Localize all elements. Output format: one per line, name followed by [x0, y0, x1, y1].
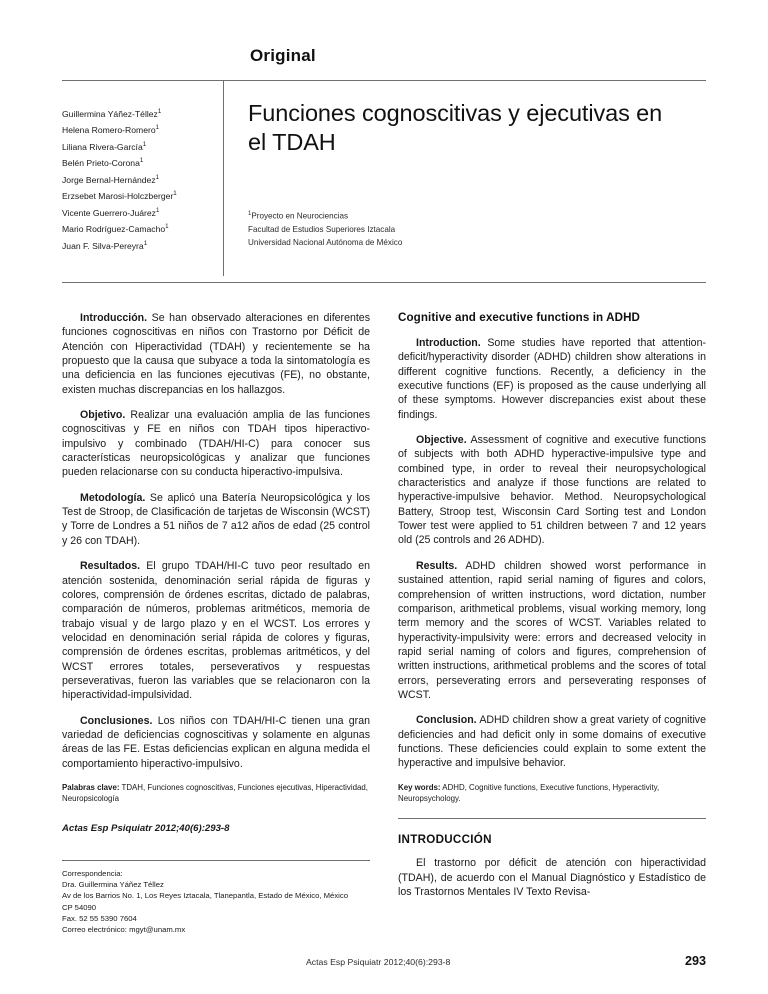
paragraph-text: ADHD children showed worst performance in sustained attention, rapid serial naming of figures and colors, comprehension of written instructions, word dictation, number comparison, arithmetical problems, visual working memory, long term memory and the scores of WCST. Variables related to hyperactivity-impulsivity were: errors and decreased velocity in rapid serial naming of colors and figures, comprehension of written instructions, arithmetical problems and the scores of total errors, perseverating errors and perseverating responses of WCST.: [398, 559, 706, 701]
correspondence-email: Correo electrónico: mgyt@unam.mx: [62, 925, 186, 935]
author-affil-marker: 1: [157, 108, 162, 115]
header-bottom-rule: [62, 282, 706, 283]
paragraph-label: Resultados.: [80, 560, 141, 573]
abstract-paragraph: [398, 713, 706, 770]
paragraph-text: El grupo TDAH/HI-C tuvo peor resultado en atención sostenida, denominación serial rápida de figuras y colores, comprensión de órdenes escritas, dictado de palabras, comparación de números, problemas aritméticos, memoria de trabajo visual y de largo plazo y en el WCST. Los errores y velocidad en denominación serial rápida de colores y figuras, comprensión de órdenes escritas, problemas aritméticos, y del WCST errores totales, perseverativos y respuestas perseverativas, fueron las variables que se relacionaron con la hiperactividad-impulsividad.: [62, 560, 370, 702]
paragraph-label: Metodología.: [80, 491, 146, 504]
author-affil-marker: 1: [143, 239, 148, 247]
paragraph-label: Objective.: [416, 434, 467, 447]
keywords-text: ADHD, Cognitive functions, Executive functions, Hyperactivity, Neuropsychology.: [398, 782, 660, 804]
author-name: Jorge Bernal-Hernández: [62, 174, 156, 185]
correspondence-block: [62, 868, 370, 936]
author-name: Vicente Guerrero-Juárez: [62, 207, 156, 218]
paragraph-text: Se aplicó una Batería Neuropsicológica y los Test de Stroop, de Clasificación de tarjetas de Wisconsin (WCST) y Torre de Londres a 51 niños de 7 a12 años de edad (25 control y 26 con TDAH).: [62, 491, 370, 547]
abstract-paragraph: [62, 408, 370, 480]
abstract-paragraph: [398, 559, 706, 702]
author-item: [62, 220, 213, 236]
affiliation-line: [248, 236, 706, 249]
author-affil-marker: 1: [139, 157, 144, 165]
affiliation-block: [248, 208, 706, 249]
paragraph-label: Introducción.: [80, 312, 148, 324]
keywords-en: [398, 782, 706, 805]
abstract-paragraph: [62, 311, 370, 397]
author-item: [62, 105, 213, 121]
paragraph-text: Assessment of cognitive and executive functions of subjects with both ADHD hyperactive-impulsive type and combined type, in order to reveal their neuropsychological characteristics and analyze if those functions are related to hyperactive-impulsive behavior. Method. Neuropsychological Battery, Stroop test, Wisconsin Card Sorting test and London Tower test were applied to 51 children between 7 and 12 years old (25 controls and 26 ADHD).: [398, 434, 706, 547]
author-affil-marker: 1: [165, 223, 169, 231]
title-column: [223, 81, 706, 276]
page-footer: [62, 954, 706, 968]
english-abstract-column: [398, 311, 706, 936]
paragraph-text: ADHD children show a great variety of cognitive deficiencies and had deficit only in some domains of executive functions. These deficiencies could explain to some extent the hyperactive and impulsive behavior.: [398, 714, 706, 770]
author-affil-marker: 1: [173, 190, 177, 198]
page-number: 293: [684, 954, 706, 968]
english-title: Cognitive and executive functions in ADHD: [398, 311, 641, 324]
author-name: Guillermina Yáñez-Téllez: [62, 108, 158, 119]
author-name: Juan F. Silva-Pereyra: [62, 240, 144, 251]
author-item: [62, 154, 213, 170]
affiliation-marker: 1: [248, 211, 252, 217]
author-item: [62, 204, 213, 220]
abstract-paragraph: [398, 336, 706, 422]
correspondence-line: Dra. Guillermina Yáñez Téllez: [62, 880, 164, 890]
introduction-heading: INTRODUCCIÓN: [398, 833, 492, 847]
abstract-paragraph: [398, 433, 706, 548]
paragraph-text: Los niños con TDAH/HI-C tienen una gran variedad de deficiencias cognoscitivas y solamente en algunas áreas de las FE. Estas deficiencias explican en alguna medida el comportamiento hiperactivo-impulsivo.: [62, 714, 370, 770]
abstract-columns: [62, 311, 706, 936]
paragraph-text: Se han observado alteraciones en diferentes funciones cognoscitivas en niños con Trastorno por Déficit de Atención con Hiperactividad (TDAH) y recientemente se ha propuesto que la causa que subyace a toda la sintomatología es una deficiencia en las funciones ejecutivas (FE), no obstante, existen muchas discrepancias en los hallazgos.: [62, 312, 370, 396]
paragraph-text: Realizar una evaluación amplia de las funciones cognoscitivas y FE en niños con TDAH tipos hiperactivo-impulsivo y combinado (TDAH/HI-C) para conocer sus características neuropsicológicas y analizar que funciones pueden relacionarse con su conducta hiperactivo-impulsiva.: [62, 409, 370, 479]
affiliation-line: [248, 208, 706, 223]
author-name: Erzsebet Marosi-Holczberger: [62, 191, 174, 202]
page-title: Funciones cognoscitivas y ejecutivas en el TDAH: [248, 100, 663, 155]
abstract-paragraph: [62, 491, 370, 548]
author-name: Mario Rodríguez-Camacho: [62, 224, 166, 235]
paragraph-label: Results.: [416, 559, 458, 572]
author-item: [62, 138, 213, 154]
kicker-row: [62, 0, 706, 66]
author-affil-marker: 1: [155, 206, 160, 214]
correspondence-line: Fax. 52 55 5390 7604: [62, 913, 137, 923]
paragraph-label: Introduction.: [416, 337, 481, 349]
affiliation-text: Facultad de Estudios Superiores Iztacala: [248, 224, 396, 234]
author-affil-marker: 1: [142, 140, 147, 148]
section-kicker: Original: [250, 46, 316, 65]
author-affil-marker: 1: [155, 124, 160, 132]
keywords-label: Palabras clave:: [62, 782, 120, 792]
author-item: [62, 187, 213, 203]
introduction-paragraph: El trastorno por déficit de atención con hiperactividad (TDAH), de acuerdo con el Manual Diagnóstico y Estadístico de los Trastornos Mentales IV Texto Revisa-: [398, 857, 706, 899]
journal-citation: Actas Esp Psiquiatr 2012;40(6):293-8: [62, 822, 230, 834]
correspondence-line: Av de los Barrios No. 1, Los Reyes Iztacala, Tlanepantla, Estado de México, México: [62, 891, 349, 901]
paragraph-label: Conclusiones.: [80, 714, 153, 727]
introduction-rule: [398, 818, 706, 819]
correspondence-line: CP 54090: [62, 902, 97, 912]
keywords-text: TDAH, Funciones cognoscitivas, Funciones ejecutivas, Hiperactividad, Neuropsicología: [62, 782, 368, 804]
correspondence-line: Correspondencia:: [62, 868, 123, 878]
paragraph-label: Objetivo.: [80, 409, 126, 422]
spanish-abstract-column: [62, 311, 370, 936]
affiliation-line: [248, 223, 706, 236]
affiliation-text: Proyecto en Neurociencias: [251, 211, 349, 221]
abstract-paragraph: [62, 714, 370, 771]
paragraph-text: Some studies have reported that attention-deficit/hyperactivity disorder (ADHD) children show alterations in different cognitive functions. Recently, a deficiency in the executive functions (EF) is proposed as the cause underlying all of these symptoms. However discrepancies exist about these findings.: [398, 337, 706, 421]
author-item: [62, 237, 213, 253]
paragraph-label: Conclusion.: [416, 714, 477, 727]
author-name: Belén Prieto-Corona: [62, 158, 140, 169]
footer-citation: Actas Esp Psiquiatr 2012;40(6):293-8: [306, 957, 451, 967]
author-item: [62, 121, 213, 137]
header-grid: [62, 81, 706, 276]
author-list: [62, 81, 223, 276]
author-name: Helena Romero-Romero: [62, 125, 156, 136]
keywords-label: Key words:: [398, 782, 441, 792]
author-name: Liliana Rivera-García: [62, 141, 143, 152]
affiliation-text: Universidad Nacional Autónoma de México: [248, 238, 403, 248]
keywords-es: [62, 782, 370, 805]
abstract-paragraph: [62, 559, 370, 702]
correspondence-rule: [62, 860, 370, 861]
author-affil-marker: 1: [155, 173, 160, 181]
author-item: [62, 171, 213, 187]
